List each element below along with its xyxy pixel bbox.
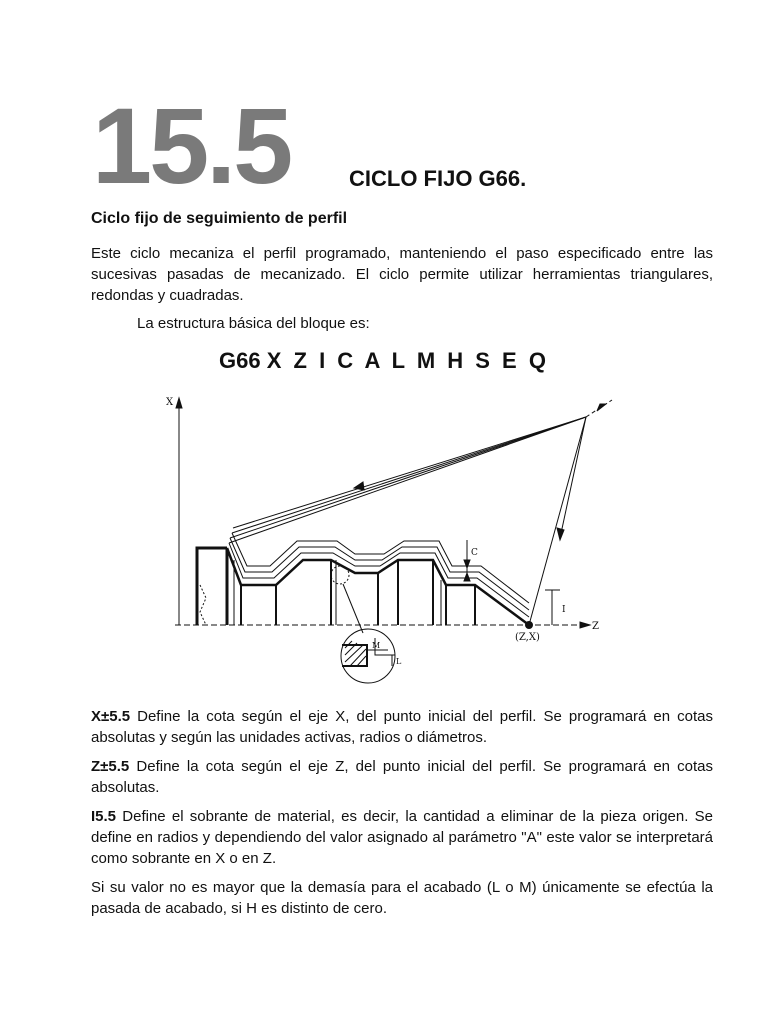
m-label: M — [372, 641, 381, 650]
approach-line — [229, 417, 586, 543]
block-code — [0, 348, 768, 374]
c-label: C — [471, 548, 478, 558]
direction-arrow-icon — [354, 482, 364, 490]
point-label: (Z,X) — [515, 632, 540, 643]
approach-line — [233, 417, 586, 528]
i-label: I — [562, 605, 566, 615]
z-axis-label: Z — [592, 621, 599, 632]
param-z-text: Define la cota según el eje Z, del punto inicial del perfil. Se programará en cotas absolutas. — [91, 758, 713, 796]
param-x — [91, 706, 713, 748]
subtitle: Ciclo fijo de seguimiento de perfil — [91, 210, 348, 227]
section-number: 15.5 — [92, 85, 291, 206]
c-arrow-icon — [464, 573, 470, 581]
return-arrow-icon — [557, 528, 564, 540]
approach-line — [232, 417, 586, 533]
stock-hatch — [200, 585, 206, 625]
param-z-term: Z±5.5 — [91, 758, 130, 775]
final-note: Si su valor no es mayor que la demasía para el acabado (L o M) únicamente se efectúa la pasada de acabado, si H es distinto de cero. — [91, 879, 713, 917]
l-label: L — [396, 657, 402, 666]
structure-label: La estructura básica del bloque es: — [137, 315, 370, 332]
c-arrow-icon — [464, 560, 470, 568]
stock-outline — [197, 548, 227, 625]
pass-line — [230, 538, 529, 610]
detail-profile — [342, 645, 367, 666]
start-arrow-icon — [597, 404, 606, 411]
profile-diagram — [160, 385, 630, 690]
intro-paragraph: Este ciclo mecaniza el perfil programado, manteniendo el paso especificado entre las sucesivas pasadas de mecanizado. El ciclo permite utilizar herramientas triangulares, redondas y cuadradas. — [91, 245, 713, 304]
detail-leader — [343, 584, 363, 633]
param-x-term: X±5.5 — [91, 708, 131, 725]
z-axis-arrow-icon — [580, 622, 590, 628]
param-i-text: Define el sobrante de material, es decir, la cantidad a eliminar de la pieza origen. Se define en radios y dependiendo del valor asignado al parámetro "A" este valor se interpretará como sobrante en X o en Z. — [91, 808, 713, 867]
return-line — [529, 417, 586, 625]
approach-line — [230, 417, 586, 538]
param-x-text: Define la cota según el eje X, del punto inicial del perfil. Se programará en cotas absolutas y según las unidades activas, radios o diámetros. — [91, 708, 713, 746]
block-code-g: G66 — [219, 348, 261, 373]
param-i-term: I5.5 — [91, 808, 117, 825]
param-i — [91, 806, 713, 869]
start-point-marker — [526, 622, 533, 629]
section-title: CICLO FIJO G66. — [349, 166, 527, 191]
x-axis-arrow-icon — [176, 398, 182, 408]
x-axis-label: X — [166, 397, 174, 408]
param-z — [91, 756, 713, 798]
detail-marker — [331, 566, 349, 584]
block-code-params: X Z I C A L M H S E Q — [266, 348, 549, 373]
return-line — [560, 417, 586, 538]
